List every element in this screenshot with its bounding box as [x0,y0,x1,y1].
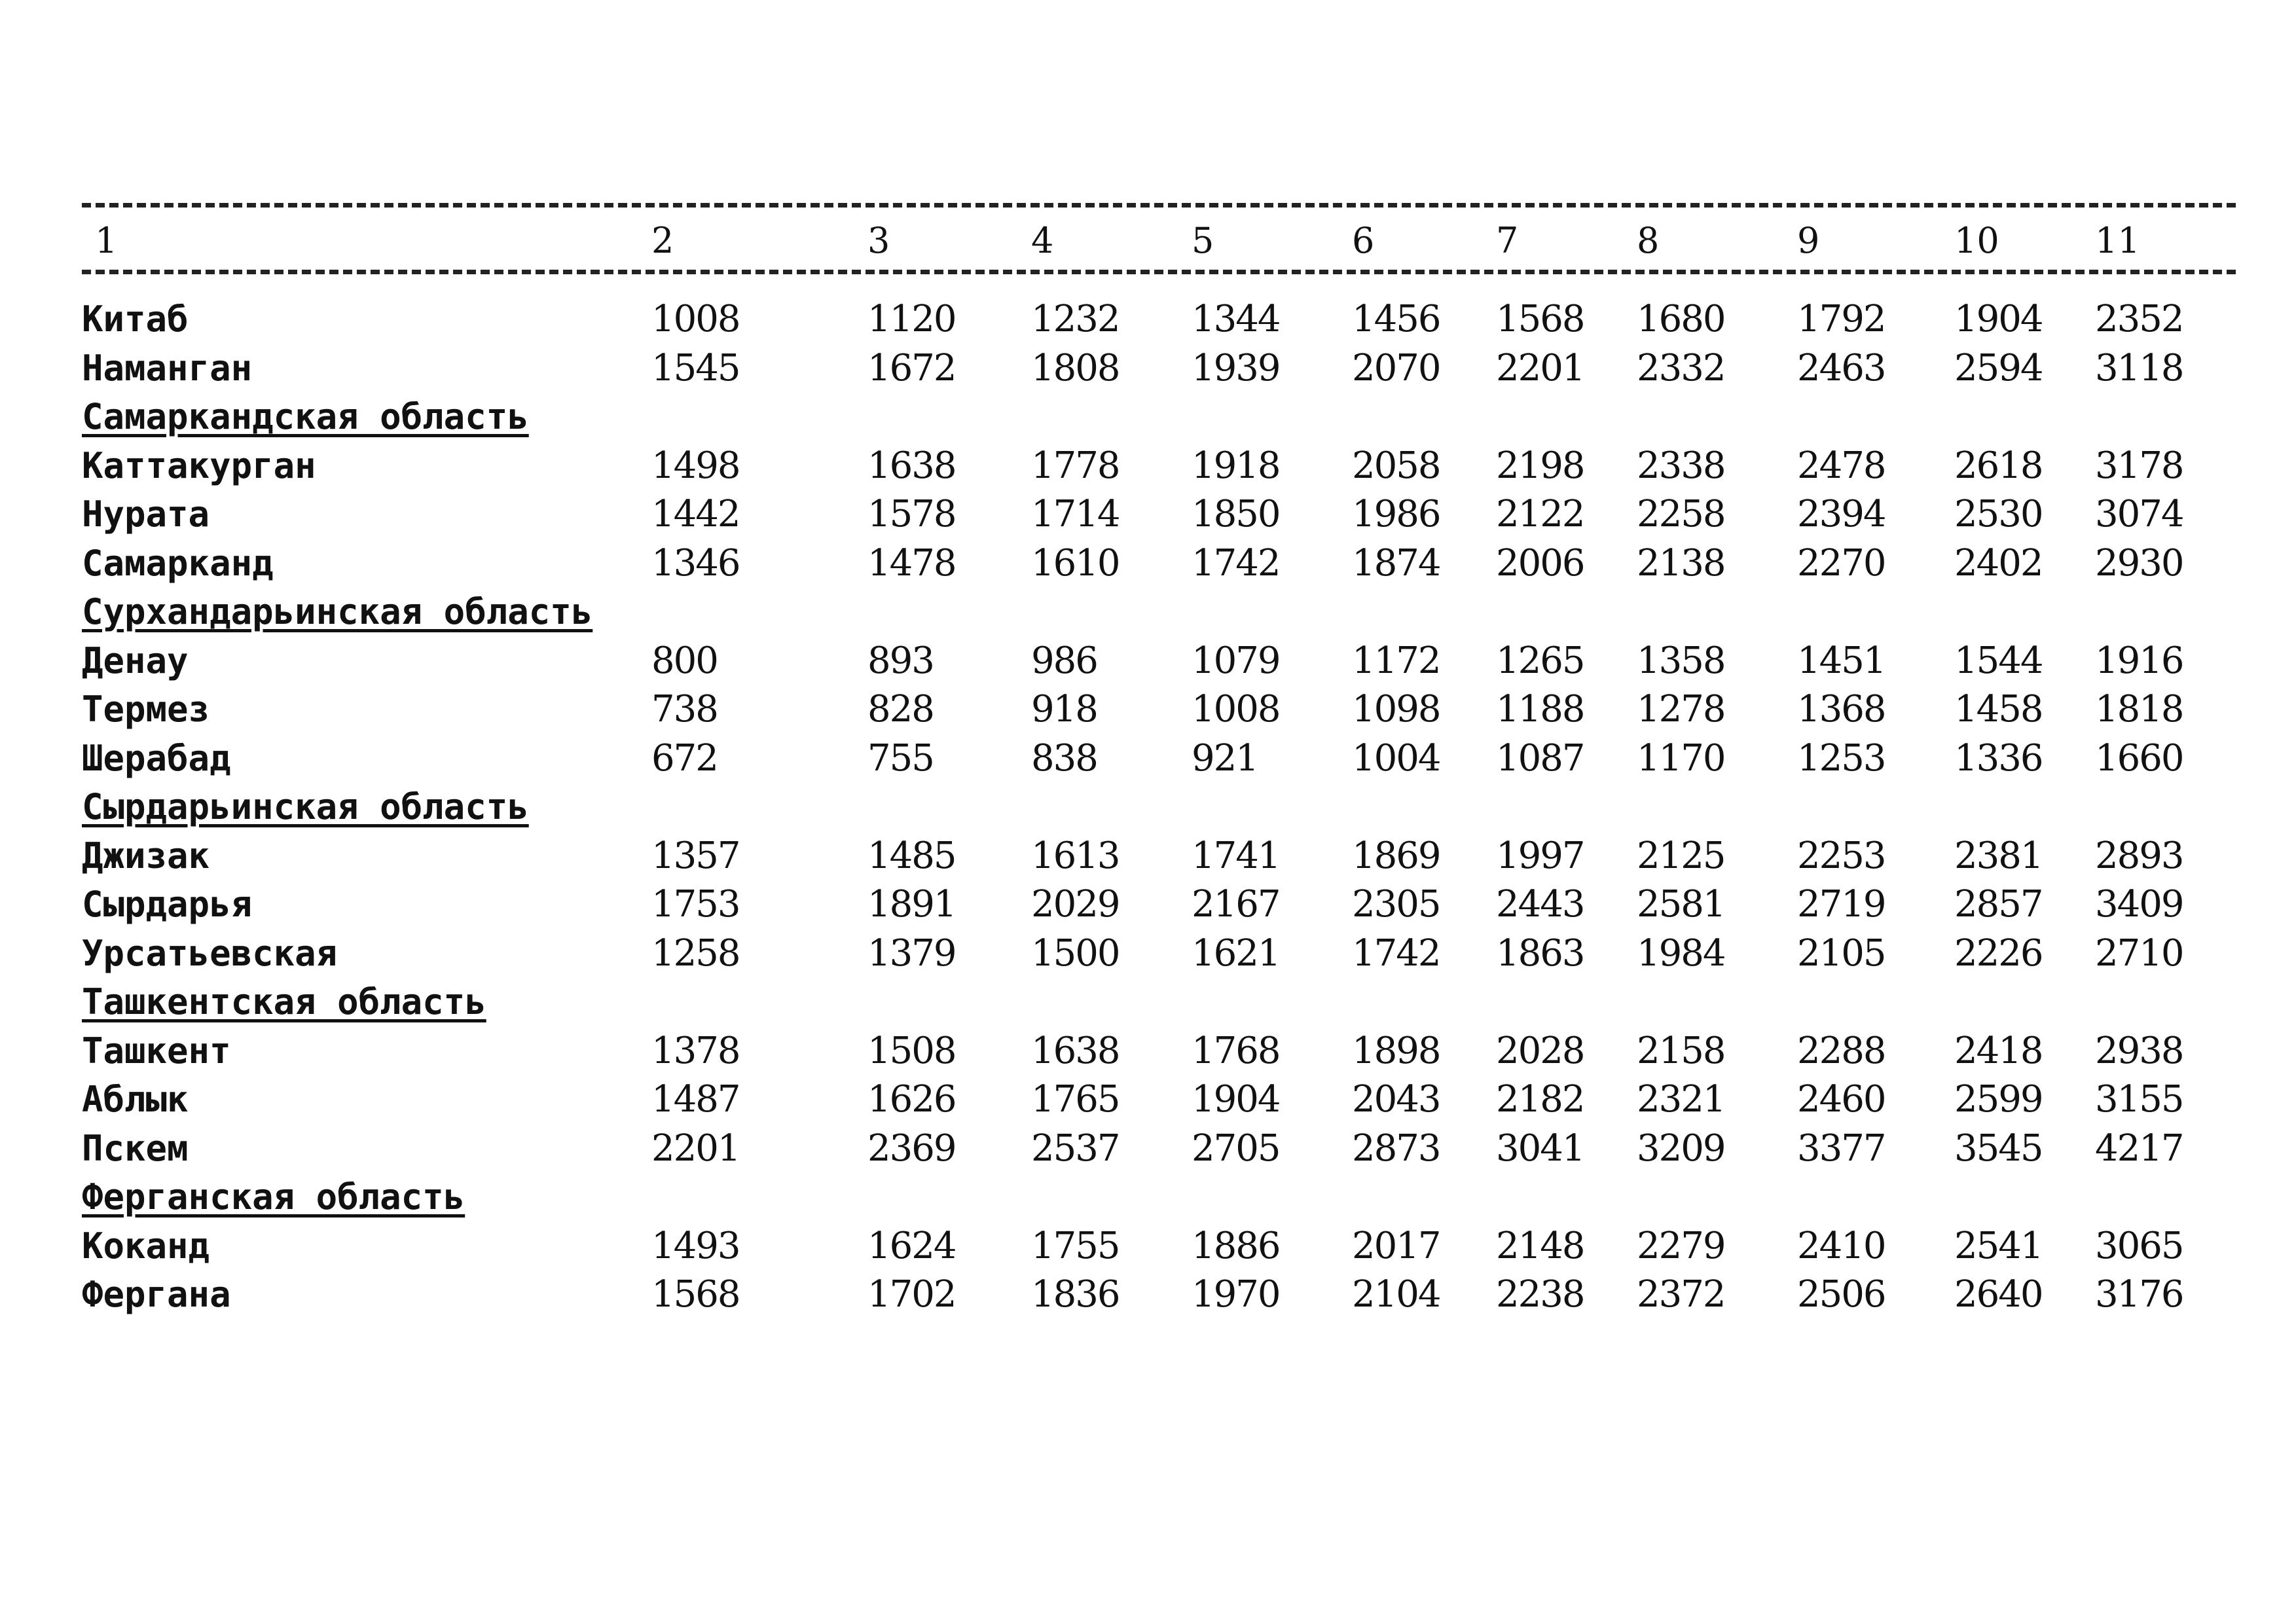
value-cell-col-8: 1680 [1637,298,1725,340]
column-header-11: 11 [2095,220,2140,261]
value-cell-col-6: 2070 [1352,346,1440,389]
value-cell-col-2: 1568 [651,1273,740,1316]
value-cell-col-10: 2226 [1954,931,2043,975]
value-cell-col-10: 1458 [1954,688,2043,731]
value-cell-col-5: 1768 [1192,1029,1280,1072]
value-cell-col-8: 3209 [1637,1127,1725,1170]
table-row [82,1221,2236,1271]
value-cell-col-7: 2182 [1496,1078,1584,1121]
city-name: Термез [82,689,210,730]
value-cell-col-10: 1336 [1954,736,2043,780]
value-cell-col-5: 921 [1192,736,1258,780]
value-cell-col-3: 1626 [867,1078,956,1121]
city-name: Фергана [82,1274,231,1315]
value-cell-col-9: 1451 [1797,639,1886,682]
value-cell-col-5: 1970 [1192,1273,1280,1316]
value-cell-col-3: 893 [867,639,934,682]
column-header-5: 5 [1192,220,1214,261]
value-cell-col-3: 755 [867,736,934,780]
value-cell-col-10: 2618 [1954,444,2043,487]
value-cell-col-7: 2122 [1496,493,1584,535]
value-cell-col-4: 918 [1031,688,1097,731]
table-header-row [82,216,2236,265]
value-cell-col-10: 2530 [1954,493,2043,535]
value-cell-col-4: 1808 [1031,346,1120,389]
column-header-1: 1 [95,220,118,261]
value-cell-col-2: 672 [651,736,718,780]
value-cell-col-8: 2125 [1637,834,1725,877]
value-cell-col-5: 1850 [1192,493,1280,535]
value-cell-col-9: 1368 [1797,688,1886,731]
value-cell-col-5: 2167 [1192,883,1280,926]
region-heading-row [82,782,2236,831]
value-cell-col-11: 2710 [2095,931,2183,975]
region-name: Ташкентская область [82,981,486,1022]
region-heading-row [82,977,2236,1026]
value-cell-col-11: 2938 [2095,1029,2183,1072]
value-cell-col-4: 1778 [1031,444,1120,487]
value-cell-col-2: 800 [651,639,718,682]
value-cell-col-9: 2478 [1797,444,1886,487]
value-cell-col-2: 1487 [651,1078,740,1121]
value-cell-col-10: 1904 [1954,298,2043,340]
value-cell-col-4: 2537 [1031,1127,1120,1170]
value-cell-col-3: 1891 [867,883,956,926]
value-cell-col-4: 2029 [1031,883,1120,926]
value-cell-col-11: 3065 [2095,1224,2183,1267]
value-cell-col-5: 1886 [1192,1224,1280,1267]
value-cell-col-9: 2394 [1797,493,1886,535]
value-cell-col-5: 1344 [1192,298,1280,340]
value-cell-col-6: 2043 [1352,1078,1440,1121]
value-cell-col-11: 2352 [2095,298,2183,340]
value-cell-col-11: 3178 [2095,444,2183,487]
column-header-4: 4 [1031,220,1054,261]
value-cell-col-7: 2198 [1496,444,1584,487]
value-cell-col-3: 1508 [867,1029,956,1072]
value-cell-col-8: 2158 [1637,1029,1725,1072]
value-cell-col-11: 3409 [2095,883,2183,926]
city-name: Аблык [82,1079,189,1120]
value-cell-col-2: 738 [651,688,718,731]
region-name: Сурхандарьинская область [82,591,593,632]
value-cell-col-6: 1742 [1352,931,1440,975]
value-cell-col-6: 1874 [1352,541,1440,585]
value-cell-col-6: 2104 [1352,1273,1440,1316]
value-cell-col-8: 1278 [1637,688,1725,731]
column-header-8: 8 [1637,220,1660,261]
city-name: Джизак [82,835,210,876]
table-row [82,929,2236,978]
value-cell-col-8: 2338 [1637,444,1725,487]
table-row [82,490,2236,539]
value-cell-col-3: 2369 [867,1127,956,1170]
value-cell-col-9: 2506 [1797,1273,1886,1316]
value-cell-col-7: 3041 [1496,1127,1584,1170]
table-header-rule [82,270,2236,274]
value-cell-col-7: 1188 [1496,688,1584,731]
value-cell-col-6: 2305 [1352,883,1440,926]
value-cell-col-6: 1456 [1352,298,1440,340]
city-name: Ташкент [82,1030,231,1072]
value-cell-col-7: 2201 [1496,346,1584,389]
value-cell-col-3: 1638 [867,444,956,487]
value-cell-col-7: 1997 [1496,834,1584,877]
value-cell-col-8: 2372 [1637,1273,1725,1316]
value-cell-col-9: 2463 [1797,346,1886,389]
value-cell-col-11: 1818 [2095,688,2183,731]
value-cell-col-4: 1765 [1031,1078,1120,1121]
value-cell-col-2: 2201 [651,1127,740,1170]
region-heading-row [82,1172,2236,1221]
city-name: Китаб [82,298,189,340]
value-cell-col-4: 1613 [1031,834,1120,877]
value-cell-col-7: 2006 [1496,541,1584,585]
region-name: Самаркандская область [82,396,529,437]
value-cell-col-8: 2138 [1637,541,1725,585]
city-name: Сырдарья [82,884,253,925]
city-name: Пскем [82,1127,189,1169]
value-cell-col-2: 1545 [651,346,740,389]
value-cell-col-4: 1836 [1031,1273,1120,1316]
value-cell-col-7: 1087 [1496,736,1584,780]
city-name: Самарканд [82,542,274,584]
table-row [82,295,2236,344]
value-cell-col-10: 2857 [1954,883,2043,926]
value-cell-col-11: 2893 [2095,834,2183,877]
value-cell-col-9: 2288 [1797,1029,1886,1072]
value-cell-col-8: 1358 [1637,639,1725,682]
value-cell-col-7: 2238 [1496,1273,1584,1316]
column-header-7: 7 [1496,220,1519,261]
value-cell-col-10: 2594 [1954,346,2043,389]
value-cell-col-10: 3545 [1954,1127,2043,1170]
value-cell-col-5: 1008 [1192,688,1280,731]
value-cell-col-9: 2410 [1797,1224,1886,1267]
value-cell-col-11: 4217 [2095,1127,2183,1170]
table-row [82,1270,2236,1319]
value-cell-col-2: 1498 [651,444,740,487]
value-cell-col-9: 2270 [1797,541,1886,585]
value-cell-col-6: 1869 [1352,834,1440,877]
value-cell-col-6: 1098 [1352,688,1440,731]
value-cell-col-3: 1120 [867,298,956,340]
value-cell-col-11: 3155 [2095,1078,2183,1121]
value-cell-col-5: 1904 [1192,1078,1280,1121]
value-cell-col-2: 1258 [651,931,740,975]
value-cell-col-6: 1986 [1352,493,1440,535]
value-cell-col-2: 1357 [651,834,740,877]
value-cell-col-9: 2460 [1797,1078,1886,1121]
value-cell-col-7: 2443 [1496,883,1584,926]
value-cell-col-4: 1638 [1031,1029,1120,1072]
value-cell-col-11: 1916 [2095,639,2183,682]
value-cell-col-9: 2105 [1797,931,1886,975]
value-cell-col-8: 2332 [1637,346,1725,389]
value-cell-col-6: 2873 [1352,1127,1440,1170]
value-cell-col-7: 1863 [1496,931,1584,975]
value-cell-col-6: 1898 [1352,1029,1440,1072]
region-heading-row [82,587,2236,636]
value-cell-col-3: 1478 [867,541,956,585]
column-header-6: 6 [1352,220,1375,261]
value-cell-col-8: 2258 [1637,493,1725,535]
value-cell-col-3: 1379 [867,931,956,975]
value-cell-col-8: 2279 [1637,1224,1725,1267]
city-name: Коканд [82,1225,210,1267]
value-cell-col-11: 3118 [2095,346,2183,389]
value-cell-col-2: 1008 [651,298,740,340]
value-cell-col-10: 2402 [1954,541,2043,585]
city-name: Урсатьевская [82,932,338,974]
value-cell-col-2: 1378 [651,1029,740,1072]
value-cell-col-3: 828 [867,688,934,731]
value-cell-col-7: 2148 [1496,1224,1584,1267]
value-cell-col-3: 1624 [867,1224,956,1267]
value-cell-col-2: 1346 [651,541,740,585]
value-cell-col-9: 2719 [1797,883,1886,926]
value-cell-col-8: 1984 [1637,931,1725,975]
table-row [82,734,2236,783]
value-cell-col-5: 1621 [1192,931,1280,975]
value-cell-col-9: 1253 [1797,736,1886,780]
region-name: Ферганская область [82,1176,465,1218]
value-cell-col-4: 986 [1031,639,1097,682]
value-cell-col-3: 1702 [867,1273,956,1316]
value-cell-col-11: 1660 [2095,736,2183,780]
table-row [82,1124,2236,1173]
value-cell-col-10: 2640 [1954,1273,2043,1316]
value-cell-col-11: 3176 [2095,1273,2183,1316]
value-cell-col-9: 1792 [1797,298,1886,340]
city-name: Наманган [82,347,253,389]
value-cell-col-10: 2599 [1954,1078,2043,1121]
value-cell-col-10: 2418 [1954,1029,2043,1072]
value-cell-col-9: 2253 [1797,834,1886,877]
value-cell-col-6: 1172 [1352,639,1440,682]
city-name: Каттакурган [82,444,316,486]
table-row [82,880,2236,929]
value-cell-col-7: 2028 [1496,1029,1584,1072]
value-cell-col-5: 1918 [1192,444,1280,487]
table-row [82,636,2236,685]
value-cell-col-5: 1079 [1192,639,1280,682]
value-cell-col-6: 2058 [1352,444,1440,487]
value-cell-col-6: 1004 [1352,736,1440,780]
value-cell-col-11: 2930 [2095,541,2183,585]
value-cell-col-2: 1493 [651,1224,740,1267]
value-cell-col-5: 1939 [1192,346,1280,389]
column-header-3: 3 [867,220,890,261]
city-name: Денау [82,640,189,681]
table-row [82,344,2236,393]
value-cell-col-10: 2381 [1954,834,2043,877]
table-row [82,539,2236,588]
value-cell-col-9: 3377 [1797,1127,1886,1170]
table-row [82,685,2236,734]
value-cell-col-4: 1610 [1031,541,1120,585]
value-cell-col-6: 2017 [1352,1224,1440,1267]
value-cell-col-10: 2541 [1954,1224,2043,1267]
value-cell-col-8: 1170 [1637,736,1725,780]
value-cell-col-2: 1442 [651,493,740,535]
value-cell-col-7: 1265 [1496,639,1584,682]
table-row [82,1026,2236,1075]
column-header-9: 9 [1797,220,1820,261]
value-cell-col-11: 3074 [2095,493,2183,535]
value-cell-col-8: 2321 [1637,1078,1725,1121]
value-cell-col-3: 1485 [867,834,956,877]
city-name: Нурата [82,494,210,535]
value-cell-col-4: 1714 [1031,493,1120,535]
table-top-rule [82,203,2236,208]
column-header-10: 10 [1954,220,1999,261]
table-row [82,831,2236,880]
value-cell-col-4: 1755 [1031,1224,1120,1267]
value-cell-col-3: 1672 [867,346,956,389]
value-cell-col-4: 838 [1031,736,1097,780]
value-cell-col-8: 2581 [1637,883,1725,926]
value-cell-col-5: 2705 [1192,1127,1280,1170]
value-cell-col-7: 1568 [1496,298,1584,340]
column-header-2: 2 [651,220,674,261]
table-row [82,441,2236,490]
value-cell-col-4: 1232 [1031,298,1120,340]
value-cell-col-5: 1741 [1192,834,1280,877]
city-name: Шерабад [82,737,231,779]
region-name: Сырдарьинская область [82,786,529,827]
value-cell-col-5: 1742 [1192,541,1280,585]
value-cell-col-10: 1544 [1954,639,2043,682]
table-row [82,1075,2236,1124]
region-heading-row [82,392,2236,441]
value-cell-col-4: 1500 [1031,931,1120,975]
value-cell-col-3: 1578 [867,493,956,535]
value-cell-col-2: 1753 [651,883,740,926]
